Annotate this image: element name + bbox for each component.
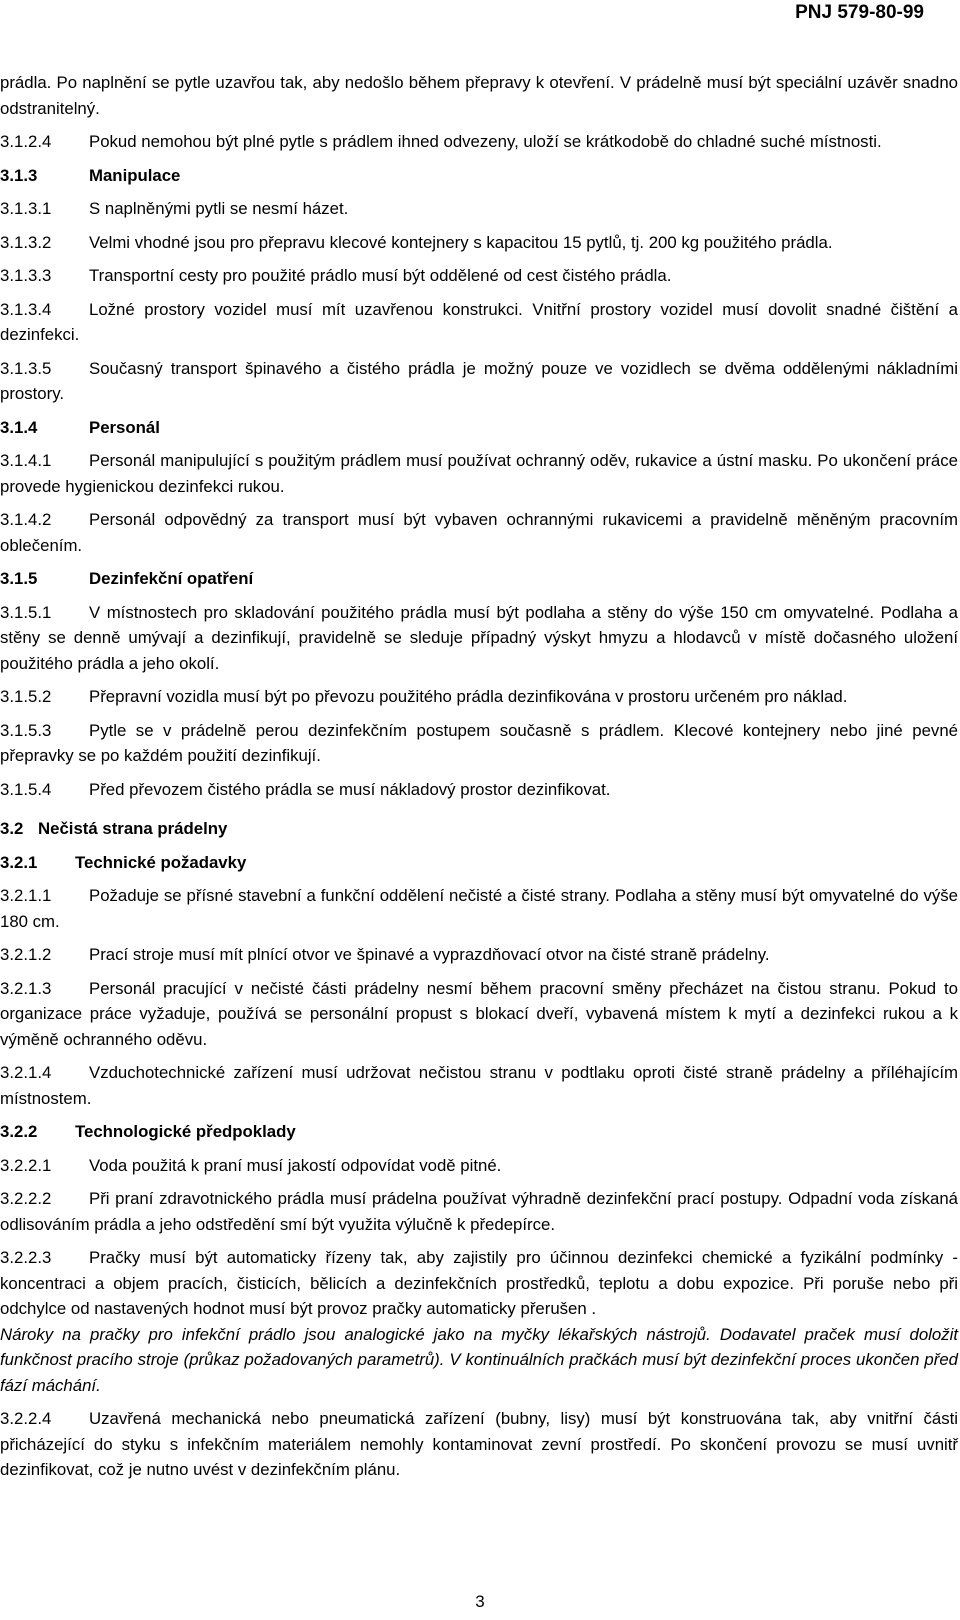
heading-3-1-3 xyxy=(0,163,958,189)
paragraph-text: Při praní zdravotnického prádla musí prádelna používat výhradně dezinfekční prací postupy. Odpadní voda získaná odlisováním prádla a jeho odstředění smí být využita výlučně k předepírce. xyxy=(0,1189,958,1234)
paragraph-3-1-3-4 xyxy=(0,297,958,348)
section-number: 3.1.5.3 xyxy=(0,720,52,740)
paragraph-3-1-5-2 xyxy=(0,684,958,710)
section-number: 3.1.3.4 xyxy=(0,299,52,319)
paragraph-text: V místnostech pro skladování použitého prádla musí být podlaha a stěny do výše 150 cm omyvatelné. Podlaha a stěny se denně umývají a dezinfikují, pravidelně se sleduje případný výskyt hmyzu a hlodavců v místě dočasného uložení použitého prádla a jeho okolí. xyxy=(0,602,958,673)
heading-3-2-1 xyxy=(0,850,958,876)
paragraph-3-2-2-4 xyxy=(0,1406,958,1483)
paragraph-3-1-2-4 xyxy=(0,129,958,155)
paragraph-3-2-1-4 xyxy=(0,1060,958,1111)
section-number: 3.1.5.2 xyxy=(0,687,52,706)
section-number: 3.1.4 xyxy=(0,417,38,437)
section-number: 3.1.4.1 xyxy=(0,451,52,470)
section-number: 3.2 xyxy=(0,819,24,838)
section-number: 3.2.2.4 xyxy=(0,1409,52,1428)
paragraph-3-1-4-1 xyxy=(0,448,958,499)
paragraph-text: Transportní cesty pro použité prádlo musí být oddělené od cest čistého prádla. xyxy=(89,266,672,285)
paragraph-3-1-5-3 xyxy=(0,718,958,769)
section-number: 3.2.2.2 xyxy=(0,1189,52,1208)
paragraph-3-2-1-1 xyxy=(0,883,958,934)
paragraph-3-2-1-3 xyxy=(0,976,958,1053)
section-number: 3.1.4.2 xyxy=(0,510,52,529)
paragraph-3-1-3-1 xyxy=(0,196,958,222)
section-number: 3.1.5 xyxy=(0,569,38,588)
paragraph-3-1-3-3 xyxy=(0,263,958,289)
paragraph-text: Před převozem čistého prádla se musí nákladový prostor dezinfikovat. xyxy=(89,779,611,799)
heading-title: Technické požadavky xyxy=(75,852,247,872)
heading-3-2-2 xyxy=(0,1119,958,1145)
paragraph-text: Voda použitá k praní musí jakostí odpovídat vodě pitné. xyxy=(89,1155,502,1175)
section-number: 3.2.1.4 xyxy=(0,1063,52,1082)
paragraph-text: Personál odpovědný za transport musí být vybaven ochrannými rukavicemi a pravidelně měněným pracovním oblečením. xyxy=(0,510,958,555)
note-text: Nároky na pračky pro infekční prádlo jsou analogické jako na myčky lékařských nástrojů. Dodavatel praček musí doložit funkčnost pracího stroje (průkaz požadovaných parametrů). V kontinuálních pračkách musí být dezinfekční proces ukončen před fází máchání. xyxy=(0,1324,958,1395)
paragraph-text: Personál manipulující s použitým prádlem musí používat ochranný oděv, rukavice a ústní masku. Po ukončení práce provede hygienickou dezinfekci rukou. xyxy=(0,451,958,496)
section-number: 3.2.2.3 xyxy=(0,1248,52,1267)
section-number: 3.1.3.5 xyxy=(0,358,52,378)
paragraph-text: Pytle se v prádelně perou dezinfekčním postupem současně s prádlem. Klecové kontejnery nebo jiné pevné přepravky se po každém použití dezinfikují. xyxy=(0,720,958,765)
heading-title: Technologické předpoklady xyxy=(75,1122,296,1141)
heading-3-1-5 xyxy=(0,566,958,592)
paragraph-3-2-2-2 xyxy=(0,1186,958,1237)
heading-title: Nečistá strana prádelny xyxy=(38,819,228,838)
document-code: PNJ 579-80-99 xyxy=(795,2,924,23)
paragraph-text: S naplněnými pytli se nesmí házet. xyxy=(89,199,349,218)
heading-title: Personál xyxy=(89,417,160,437)
section-number: 3.1.3.2 xyxy=(0,232,52,252)
paragraph-3-1-3-2 xyxy=(0,230,958,256)
paragraph-text: Uzavřená mechanická nebo pneumatická zařízení (bubny, lisy) musí být konstruována tak, aby vnitřní části přicházející do styku s infekčním materiálem nemohly kontaminovat zevní prostředí. Po skončení provozu se musí uvnitř dezinfikovat, což je nutno uvést v dezinfekčním plánu. xyxy=(0,1409,958,1479)
paragraph-continuation xyxy=(0,70,958,121)
paragraph-text: Pokud nemohou být plné pytle s prádlem ihned odvezeny, uloží se krátkodobě do chladné suché místnosti. xyxy=(89,132,882,151)
paragraph-3-1-5-1 xyxy=(0,600,958,677)
section-number: 3.2.1 xyxy=(0,852,38,872)
section-number: 3.2.1.2 xyxy=(0,945,52,964)
paragraph-text: Přepravní vozidla musí být po převozu použitého prádla dezinfikována v prostoru určeném pro náklad. xyxy=(89,687,848,706)
paragraph-3-1-5-4 xyxy=(0,777,958,803)
heading-3-1-4 xyxy=(0,415,958,441)
document-body xyxy=(0,70,958,1491)
section-number: 3.1.5.4 xyxy=(0,779,52,799)
paragraph-3-2-2-3 xyxy=(0,1245,958,1322)
paragraph-text: Prací stroje musí mít plnící otvor ve špinavé a vyprazdňovací otvor na čisté straně prádelny. xyxy=(89,945,770,964)
section-number: 3.1.3 xyxy=(0,165,38,185)
section-number: 3.1.5.1 xyxy=(0,602,52,622)
paragraph-text: Vzduchotechnické zařízení musí udržovat nečistou stranu v podtlaku oproti čisté straně prádelny a příléhajícím místnostem. xyxy=(0,1063,958,1108)
section-number: 3.2.2 xyxy=(0,1122,38,1141)
paragraph-3-2-1-2 xyxy=(0,942,958,968)
section-number: 3.2.1.1 xyxy=(0,886,52,905)
paragraph-text: Současný transport špinavého a čistého prádla je možný pouze ve vozidlech se dvěma oddělenými nákladními prostory. xyxy=(0,358,958,403)
heading-title: Dezinfekční opatření xyxy=(89,569,254,588)
section-number: 3.1.3.3 xyxy=(0,266,52,285)
section-number: 3.1.3.1 xyxy=(0,199,52,218)
section-number: 3.1.2.4 xyxy=(0,132,52,151)
paragraph-text: Požaduje se přísné stavební a funkční oddělení nečisté a čisté strany. Podlaha a stěny musí být omyvatelné do výše 180 cm. xyxy=(0,886,958,931)
paragraph-text: Velmi vhodné jsou pro přepravu klecové kontejnery s kapacitou 15 pytlů, tj. 200 kg použitého prádla. xyxy=(89,232,833,252)
paragraph-text: Pračky musí být automaticky řízeny tak, aby zajistily pro účinnou dezinfekci chemické a fyzikální podmínky - koncentraci a objem pracích, čisticích, bělicích a dezinfekčních prostředků, teplotu a dobu expozice. Při poruše nebo při odchylce od nastavených hodnot musí být provoz pračky automaticky přerušen . xyxy=(0,1248,958,1318)
paragraph-3-1-4-2 xyxy=(0,507,958,558)
paragraph-text: Ložné prostory vozidel musí mít uzavřenou konstrukci. Vnitřní prostory vozidel musí dovolit snadné čištění a dezinfekci. xyxy=(0,299,958,344)
heading-3-2 xyxy=(0,816,958,842)
section-number: 3.2.2.1 xyxy=(0,1155,52,1175)
section-number: 3.2.1.3 xyxy=(0,978,52,998)
paragraph-text: prádla. Po naplnění se pytle uzavřou tak, aby nedošlo během přepravy k otevření. V prádelně musí být speciální uzávěr snadno odstranitelný. xyxy=(0,73,958,118)
page-number: 3 xyxy=(475,1592,485,1611)
paragraph-3-2-2-1 xyxy=(0,1153,958,1179)
paragraph-text: Personál pracující v nečisté části prádelny nesmí během pracovní směny přecházet na čistou stranu. Pokud to organizace práce vyžaduje, používá se personální propust s blokací dveří, vybavená místem k mytí a dezinfekci rukou a k výměně ochranného oděvu. xyxy=(0,978,958,1049)
paragraph-3-1-3-5 xyxy=(0,356,958,407)
italic-note xyxy=(0,1322,958,1399)
heading-title: Manipulace xyxy=(89,165,181,185)
